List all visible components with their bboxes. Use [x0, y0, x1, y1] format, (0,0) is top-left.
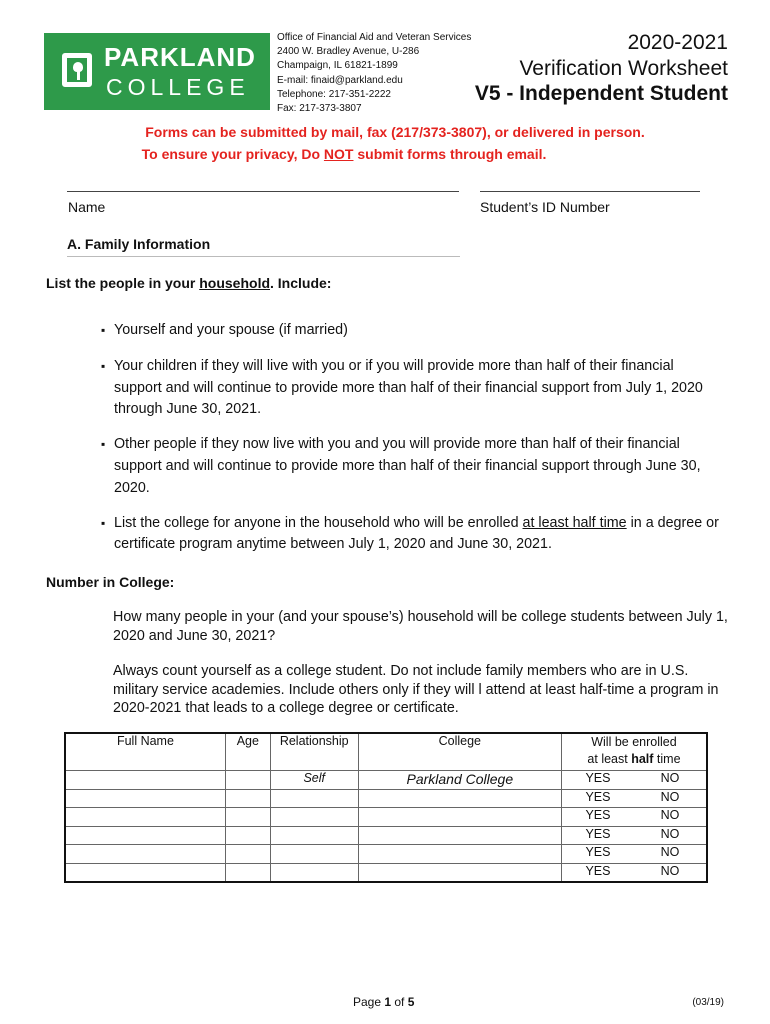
yes-option[interactable]: YES [585, 845, 611, 859]
list-item: ▪ List the college for anyone in the household who will be enrolled at least half time in a degree or certificate program anytime between July 1, 2020 and June 30, 2021. [101, 513, 721, 557]
worksheet-version: V5 - Independent Student [474, 82, 728, 105]
table-row [65, 845, 707, 864]
col-full-name: Full Name [65, 733, 225, 771]
cell-college[interactable] [358, 863, 561, 882]
office-line: E-mail: finaid@parkland.edu [277, 74, 403, 86]
col-enrolled: Will be enrolled at least half time [561, 733, 707, 771]
cell-name[interactable] [65, 771, 225, 790]
page-number: Page 1 of 5 [353, 995, 415, 1009]
cell-enrolled[interactable] [561, 808, 707, 827]
household-list [101, 320, 721, 556]
cell-relationship[interactable] [270, 789, 358, 808]
cell-age[interactable] [225, 845, 270, 864]
yes-option[interactable]: YES [585, 771, 611, 785]
submission-notice: Forms can be submitted by mail, fax (217/373-3807), or delivered in person. [145, 124, 645, 140]
parkland-college-logo [44, 33, 270, 110]
logo-line2: COLLEGE [106, 74, 250, 100]
cell-college[interactable] [358, 826, 561, 845]
office-address [277, 31, 471, 116]
cell-relationship: Self [270, 771, 358, 790]
table-row [65, 863, 707, 882]
cell-name[interactable] [65, 789, 225, 808]
list-item: ▪ Your children if they will live with you or if you will provide more than half of their financial support and will continue to provide more than half of their financial support from July 1, 2020 through June 30, 2021. [101, 356, 721, 421]
cell-relationship[interactable] [270, 863, 358, 882]
yes-option[interactable]: YES [585, 826, 611, 841]
cell-age[interactable] [225, 863, 270, 882]
cell-name[interactable] [65, 808, 225, 827]
office-line: 2400 W. Bradley Avenue, U-286 [277, 46, 420, 58]
cell-college: Parkland College [358, 771, 561, 790]
cell-relationship[interactable] [270, 826, 358, 845]
no-option[interactable]: NO [660, 863, 680, 878]
cell-enrolled[interactable] [561, 863, 707, 882]
college-note: Always count yourself as a college student. Do not include family members who are in U.S. military service academies. Include others only if they will l attend at least half-time a program in 2020-2021 that leads to a college degree or certificate. [113, 663, 719, 716]
no-option[interactable]: NO [660, 826, 680, 841]
table-row [65, 771, 707, 790]
cell-college[interactable] [358, 845, 561, 864]
table-row [65, 808, 707, 827]
no-option[interactable]: NO [660, 808, 680, 822]
award-year: 2020-2021 [627, 31, 728, 54]
office-line: Office of Financial Aid and Veteran Services [277, 32, 472, 43]
list-item: ▪ Other people if they now live with you and you will provide more than half of their financial support and will continue to provide more than half of their financial support through June 30, 2020. [101, 434, 721, 499]
name-label: Name [68, 199, 106, 215]
no-option[interactable]: NO [660, 771, 680, 785]
office-line: Champaign, IL 61821-1899 [277, 60, 398, 72]
student-id-label: Student’s ID Number [480, 199, 610, 215]
office-line: Fax: 217-373-3807 [277, 103, 362, 115]
cell-enrolled[interactable] [561, 771, 707, 790]
no-option[interactable]: NO [660, 845, 680, 859]
revision-date: (03/19) [692, 997, 724, 1008]
cell-enrolled[interactable] [561, 789, 707, 808]
cell-name[interactable] [65, 826, 225, 845]
name-field[interactable] [67, 191, 459, 192]
yes-option[interactable]: YES [585, 863, 611, 878]
table-header-row [65, 733, 707, 771]
cell-age[interactable] [225, 789, 270, 808]
yes-option[interactable]: YES [585, 789, 611, 804]
cell-relationship[interactable] [270, 808, 358, 827]
cell-enrolled[interactable] [561, 845, 707, 864]
list-item: ▪ Yourself and your spouse (if married) [101, 320, 721, 342]
worksheet-title: Verification Worksheet [519, 57, 728, 80]
number-in-college-heading: Number in College: [46, 574, 175, 590]
logo-line1: PARKLAND [104, 42, 256, 72]
cell-college[interactable] [358, 808, 561, 827]
tree-icon [62, 53, 92, 87]
cell-name[interactable] [65, 863, 225, 882]
college-question: How many people in your (and your spouse’s) household will be college students between July 1, 2020 and June 30, 2021? [113, 609, 728, 644]
office-line: Telephone: 217-351-2222 [277, 88, 391, 100]
table-row [65, 789, 707, 808]
cell-age[interactable] [225, 808, 270, 827]
yes-option[interactable]: YES [585, 808, 611, 822]
col-relationship: Relationship [270, 733, 358, 771]
section-divider [67, 256, 460, 257]
cell-age[interactable] [225, 826, 270, 845]
table-row [65, 826, 707, 845]
student-id-field[interactable] [480, 191, 700, 192]
col-college: College [358, 733, 561, 771]
cell-name[interactable] [65, 845, 225, 864]
col-age: Age [225, 733, 270, 771]
section-a-heading: A. Family Information [67, 236, 211, 252]
cell-enrolled[interactable] [561, 826, 707, 845]
household-table [64, 732, 708, 883]
privacy-notice: To ensure your privacy, Do NOT submit forms through email. [141, 146, 547, 162]
no-option[interactable]: NO [660, 789, 680, 804]
cell-age[interactable] [225, 771, 270, 790]
cell-relationship[interactable] [270, 845, 358, 864]
cell-college[interactable] [358, 789, 561, 808]
household-heading: List the people in your household. Include: [46, 275, 332, 291]
